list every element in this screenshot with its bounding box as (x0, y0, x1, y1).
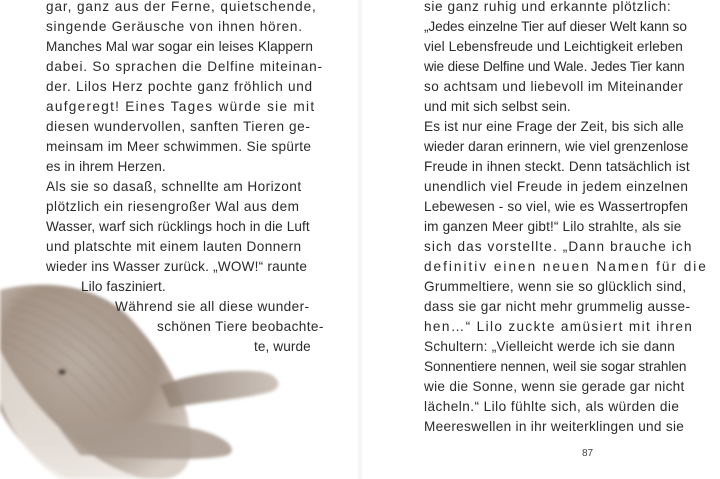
text-line: im ganzen Meer gibt!“ Lilo strahlte, als sie (424, 219, 682, 234)
text-line: Lebewesen - so viel, wie es Wassertropfen (424, 199, 689, 214)
page-number: 87 (582, 448, 594, 459)
text-line: sich das vorstellte. „Dann brauche ich (424, 239, 693, 254)
text-line: es in ihrem Herzen. (46, 159, 166, 174)
text-line: lächeln.“ Lilo fühlte sich, als würden die (424, 399, 680, 414)
text-line: wie die Sonne, wenn sie gerade gar nicht (424, 379, 685, 394)
text-line: Lilo fasziniert. (81, 279, 166, 294)
text-line: diesen wundervollen, sanften Tieren ge- (46, 119, 311, 134)
text-line: gar, ganz aus der Ferne, quietschende, (46, 0, 317, 14)
text-line: der. Lilos Herz pochte ganz fröhlich und (46, 79, 313, 94)
text-line: plötzlich ein riesengroßer Wal aus dem (46, 199, 300, 214)
text-line: Es ist nur eine Frage der Zeit, bis sich alle (424, 119, 684, 134)
text-line: Grummeltiere, wenn sie so glücklich sind, (424, 279, 687, 294)
text-line: Als sie so dasaß, schnellte am Horizont (46, 179, 302, 194)
text-line: te, wurde (254, 339, 311, 354)
text-line: „Jedes einzelne Tier auf dieser Welt kann so (424, 19, 687, 34)
text-line: Während sie all diese wunder- (115, 299, 310, 314)
text-line: dass sie gar nicht mehr grummelig ausse- (424, 299, 691, 314)
text-line: Schultern: „Vielleicht werde ich sie dann (424, 339, 676, 354)
text-line: singende Geräusche von ihnen hören. (46, 19, 303, 34)
text-line: viel Lebensfreude und Leichtigkeit erleben (424, 39, 683, 54)
text-line: hen…“ Lilo zuckte amüsiert mit ihren (424, 319, 694, 334)
text-line: so achtsam und liebevoll im Miteinander (424, 79, 684, 94)
text-line: und platschte mit einem lauten Donnern (46, 239, 302, 254)
text-line: wie diese Delfine und Wale. Jedes Tier kann (424, 59, 685, 74)
text-line: schönen Tiere beobachte- (157, 319, 324, 334)
text-line: unendlich viel Freude in jedem einzelnen (424, 179, 689, 194)
text-line: sie ganz ruhig und erkannte plötzlich: (424, 0, 672, 14)
text-line: meinsam im Meer schwimmen. Sie spürte (46, 139, 312, 154)
text-line: Manches Mal war sogar ein leises Klappern (46, 39, 314, 54)
text-line: Freude in ihnen steckt. Denn tatsächlich ist (424, 159, 690, 174)
text-line: und mit sich selbst sein. (424, 99, 571, 114)
text-line: aufgeregt! Eines Tages würde sie mit (46, 99, 316, 114)
text-line: wieder ins Wasser zurück. „WOW!“ raunte (46, 259, 308, 274)
text-line: dabei. So sprachen die Delfine miteinan- (46, 59, 323, 74)
text-line: Sonnentiere nennen, weil sie sogar strahlen (424, 359, 687, 374)
text-line: Meereswellen in ihr weiterklingen und sie (424, 419, 685, 434)
text-line: definitiv einen neuen Namen für die (424, 259, 708, 274)
text-line: wieder daran erinnern, wie viel grenzenlose (424, 139, 689, 154)
text-line: Wasser, warf sich rücklings hoch in die Luft (46, 219, 310, 234)
